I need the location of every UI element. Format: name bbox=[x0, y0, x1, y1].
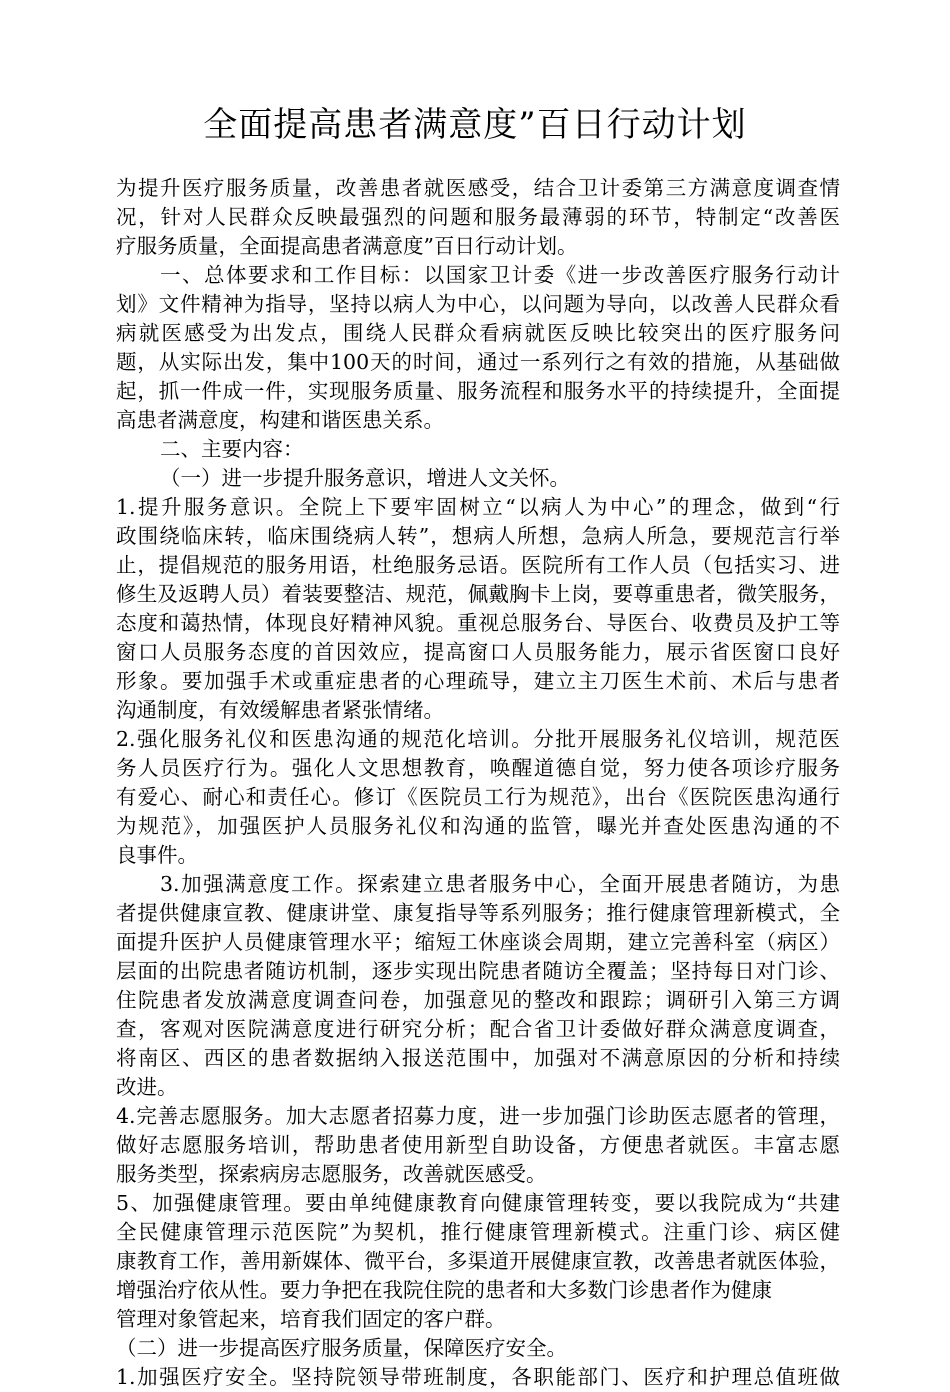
text-line: 将南区、西区的患者数据纳入报送范围中，加强对不满意原因的分析和持续 bbox=[116, 1046, 840, 1070]
text-line: （一）进一步提升服务意识，增进人文关怀。 bbox=[160, 466, 570, 490]
text-line: 有爱心、耐心和责任心。修订《医院员工行为规范》，出台《医院医患沟通行 bbox=[116, 785, 840, 809]
text-line: 务人员医疗行为。强化人文思想教育，唤醒道德自觉，努力使各项诊疗服务 bbox=[116, 756, 840, 780]
text-line: 面提升医护人员健康管理水平；缩短工休座谈会周期，建立完善科室（病区） bbox=[116, 930, 840, 954]
text-line: 3.加强满意度工作。探索建立患者服务中心，全面开展患者随访，为患 bbox=[160, 872, 840, 896]
text-line: 为提升医疗服务质量，改善患者就医感受，结合卫计委第三方满意度调查情 bbox=[116, 176, 840, 200]
text-line: 者提供健康宣教、健康讲堂、康复指导等系列服务；推行健康管理新模式，全 bbox=[116, 901, 840, 925]
text-line: 沟通制度，有效缓解患者紧张情绪。 bbox=[116, 698, 444, 722]
text-line: 改进。 bbox=[116, 1075, 178, 1099]
text-line: 况，针对人民群众反映最强烈的问题和服务最薄弱的环节，特制定“改善医 bbox=[116, 205, 840, 229]
text-line: 起，抓一件成一件，实现服务质量、服务流程和服务水平的持续提升，全面提 bbox=[116, 379, 840, 403]
text-line: 良事件。 bbox=[116, 843, 198, 867]
text-line: 全民健康管理示范医院”为契机，推行健康管理新模式。注重门诊、病区健 bbox=[116, 1220, 840, 1244]
text-line: （二）进一步提高医疗服务质量，保障医疗安全。 bbox=[116, 1336, 567, 1360]
text-line: 二、主要内容： bbox=[160, 437, 304, 461]
text-line: 4.完善志愿服务。加大志愿者招募力度，进一步加强门诊助医志愿者的管理， bbox=[116, 1104, 840, 1128]
text-line: 形象。要加强手术或重症患者的心理疏导，建立主刀医生术前、术后与患者 bbox=[116, 669, 840, 693]
text-line: 政围绕临床转，临床围绕病人转”，想病人所想，急病人所急，要规范言行举 bbox=[116, 524, 840, 548]
text-line: 1.提升服务意识。全院上下要牢固树立“以病人为中心”的理念，做到“行 bbox=[116, 495, 840, 519]
text-line: 窗口人员服务态度的首因效应，提高窗口人员服务能力，展示省医窗口良好 bbox=[116, 640, 840, 664]
text-line: 1.加强医疗安全。坚持院领导带班制度，各职能部门、医疗和护理总值班做 bbox=[116, 1365, 840, 1389]
text-line: 查，客观对医院满意度进行研究分析；配合省卫计委做好群众满意度调查， bbox=[116, 1017, 840, 1041]
text-line: 止，提倡规范的服务用语，杜绝服务忌语。医院所有工作人员（包括实习、进 bbox=[116, 553, 840, 577]
document-body bbox=[116, 174, 840, 1392]
text-line: 题，从实际出发，集中100天的时间，通过一系列行之有效的措施，从基础做 bbox=[116, 350, 840, 374]
text-line: 层面的出院患者随访机制，逐步实现出院患者随访全覆盖；坚持每日对门诊、 bbox=[116, 959, 840, 983]
text-line: 病就医感受为出发点，围绕人民群众看病就医反映比较突出的医疗服务问 bbox=[116, 321, 840, 345]
text-line: 高患者满意度，构建和谐医患关系。 bbox=[116, 408, 444, 432]
text-line: 态度和蔼热情，体现良好精神风貌。重视总服务台、导医台、收费员及护工等 bbox=[116, 611, 840, 635]
text-line: 修生及返聘人员）着装要整洁、规范，佩戴胸卡上岗，要尊重患者，微笑服务， bbox=[116, 582, 840, 606]
text-line: 增强治疗依从性。要力争把在我院住院的患者和大多数门诊患者作为健康 bbox=[116, 1278, 772, 1302]
text-line: 5、加强健康管理。要由单纯健康教育向健康管理转变，要以我院成为“共建 bbox=[116, 1191, 840, 1215]
text-line: 划》文件精神为指导，坚持以病人为中心，以问题为导向，以改善人民群众看 bbox=[116, 292, 840, 316]
text-line: 服务类型，探索病房志愿服务，改善就医感受。 bbox=[116, 1162, 547, 1186]
text-line: 康教育工作，善用新媒体、微平台，多渠道开展健康宣教，改善患者就医体验， bbox=[116, 1249, 840, 1273]
text-line: 为规范》，加强医护人员服务礼仪和沟通的监管，曝光并查处医患沟通的不 bbox=[116, 814, 840, 838]
text-line: 做好志愿服务培训，帮助患者使用新型自助设备，方便患者就医。丰富志愿 bbox=[116, 1133, 840, 1157]
text-line: 疗服务质量，全面提高患者满意度”百日行动计划。 bbox=[116, 234, 578, 258]
text-line: 管理对象管起来，培育我们固定的客户群。 bbox=[116, 1307, 506, 1331]
text-line: 住院患者发放满意度调查问卷，加强意见的整改和跟踪；调研引入第三方调 bbox=[116, 988, 840, 1012]
text-line: 一、总体要求和工作目标：以国家卫计委《进一步改善医疗服务行动计 bbox=[160, 263, 840, 287]
text-line: 2.强化服务礼仪和医患沟通的规范化培训。分批开展服务礼仪培训，规范医 bbox=[116, 727, 840, 751]
document-title: 全面提高患者满意度”百日行动计划 bbox=[203, 105, 747, 145]
